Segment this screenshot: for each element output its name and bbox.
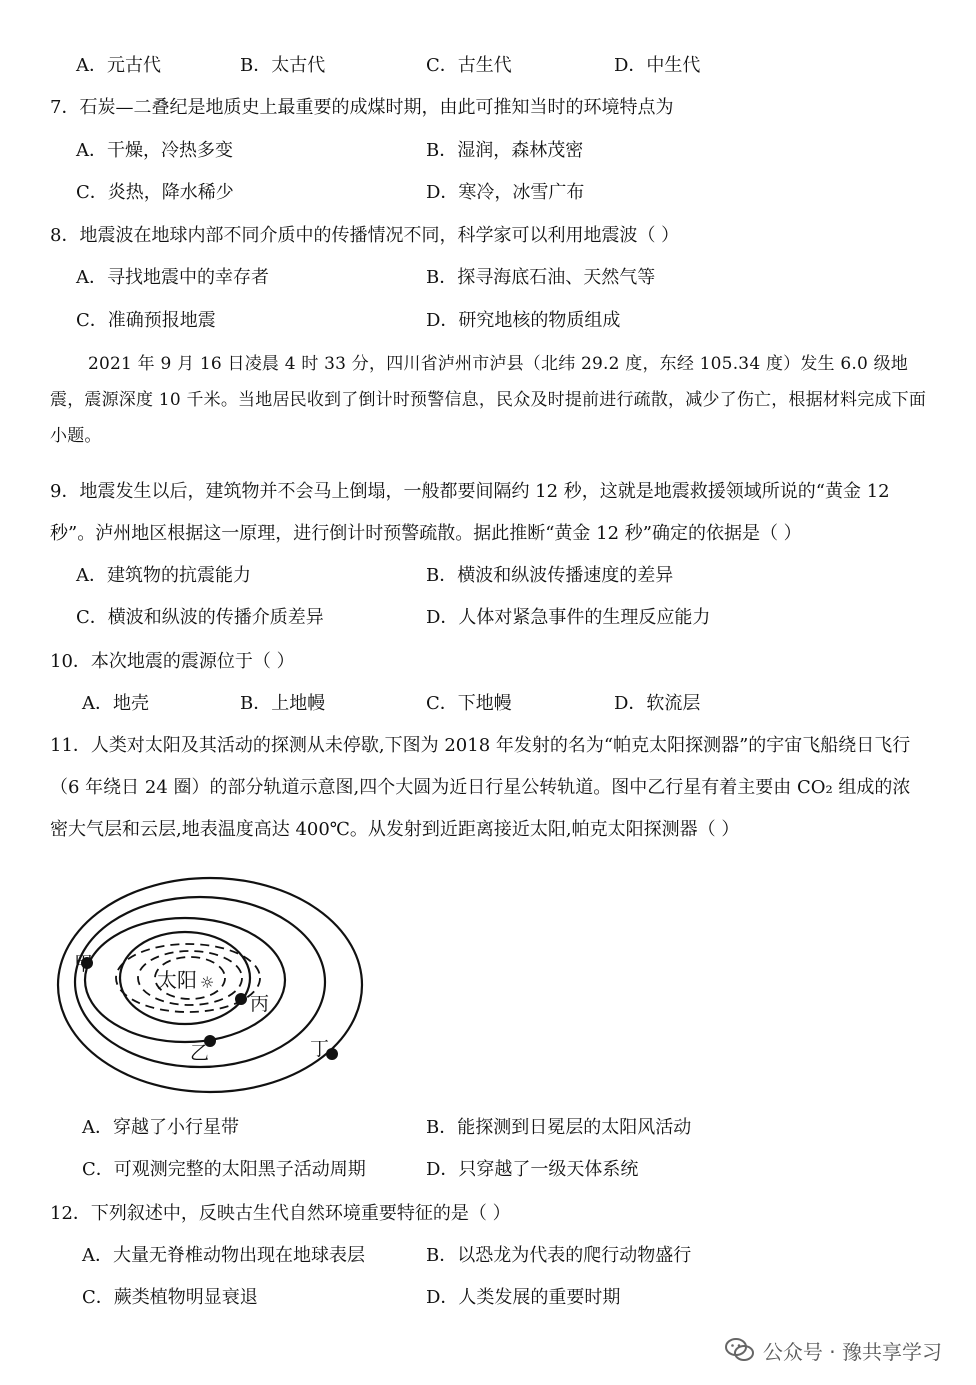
q6-option-c: C．古生代 bbox=[426, 55, 512, 76]
q12-option-c: C．蕨类植物明显衰退 bbox=[82, 1287, 258, 1308]
q12-stem: 12．下列叙述中，反映古生代自然环境重要特征的是（ ） bbox=[50, 1203, 511, 1224]
orbit-diagram bbox=[40, 860, 380, 1110]
q7-option-a: A．干燥，冷热多变 bbox=[76, 140, 233, 161]
q7-stem: 7．石炭—二叠纪是地质史上最重要的成煤时期，由此可推知当时的环境特点为 bbox=[50, 97, 674, 118]
q7-option-d: D．寒冷，冰雪广布 bbox=[426, 182, 585, 203]
q10-option-d: D．软流层 bbox=[614, 693, 701, 714]
watermark-text: 公众号 · 豫共享学习 bbox=[762, 1339, 942, 1364]
sun-icon: ☼ bbox=[200, 973, 215, 992]
q6-option-d: D．中生代 bbox=[614, 55, 701, 76]
q6-option-a: A．元古代 bbox=[76, 55, 161, 76]
q9-stem-line1: 9．地震发生以后，建筑物并不会马上倒塌，一般都要间隔约 12 秒，这就是地震救援领域所说的“黄金 12 bbox=[50, 481, 890, 502]
q11-stem-line3: 密大气层和云层,地表温度高达 400℃。从发射到近距离接近太阳,帕克太阳探测器（ ） bbox=[50, 819, 740, 840]
planet-bing-dot bbox=[235, 993, 247, 1005]
q9-stem-line2: 秒”。泸州地区根据这一原理，进行倒计时预警疏散。据此推断“黄金 12 秒”确定的依据是（ ） bbox=[50, 523, 802, 544]
q11-stem-line2: （6 年绕日 24 圈）的部分轨道示意图,四个大圆为近日行星公转轨道。图中乙行星有着主要由 CO₂ 组成的浓 bbox=[50, 777, 911, 798]
q11-option-a: A．穿越了小行星带 bbox=[82, 1117, 239, 1138]
planet-jia-label: 甲 bbox=[74, 953, 94, 975]
q9-option-a: A．建筑物的抗震能力 bbox=[76, 565, 251, 586]
q9-option-d: D．人体对紧急事件的生理反应能力 bbox=[426, 607, 711, 628]
q10-option-b: B．上地幔 bbox=[240, 693, 326, 714]
q12-option-a: A．大量无脊椎动物出现在地球表层 bbox=[82, 1245, 365, 1266]
q11-option-d: D．只穿越了一级天体系统 bbox=[426, 1159, 639, 1180]
q7-option-b: B．湿润，森林茂密 bbox=[426, 140, 584, 161]
q8-option-a: A．寻找地震中的幸存者 bbox=[76, 267, 269, 288]
q8-option-b: B．探寻海底石油、天然气等 bbox=[426, 267, 656, 288]
q8-option-d: D．研究地核的物质组成 bbox=[426, 310, 621, 331]
planet-bing-label: 丙 bbox=[250, 993, 270, 1015]
q8-option-c: C．准确预报地震 bbox=[76, 310, 216, 331]
q6-option-b: B．太古代 bbox=[240, 55, 326, 76]
q12-option-b: B．以恐龙为代表的爬行动物盛行 bbox=[426, 1245, 692, 1266]
q10-stem: 10．本次地震的震源位于（ ） bbox=[50, 651, 295, 672]
wechat-icon bbox=[725, 1337, 755, 1363]
material-paragraph: 2021 年 9 月 16 日凌晨 4 时 33 分，四川省泸州市泸县（北纬 29.2 度，东经 105.34 度）发生 6.0 级地震，震源深度 10 千米。当地居民收到了倒计时预警信息，民众及时提前进行疏散，减少了伤亡，根据材料完成下面小题。 bbox=[50, 354, 927, 446]
q10-option-a: A．地壳 bbox=[82, 693, 149, 714]
q11-option-b: B．能探测到日冕层的太阳风活动 bbox=[426, 1117, 692, 1138]
planet-ding-label: 丁 bbox=[310, 1038, 330, 1060]
q7-option-c: C．炎热，降水稀少 bbox=[76, 182, 234, 203]
planet-yi-label: 乙 bbox=[190, 1042, 210, 1064]
sun-label: 太阳 bbox=[157, 968, 197, 992]
q10-option-c: C．下地幔 bbox=[426, 693, 512, 714]
q9-option-c: C．横波和纵波的传播介质差异 bbox=[76, 607, 324, 628]
q11-option-c: C．可观测完整的太阳黑子活动周期 bbox=[82, 1159, 366, 1180]
q8-stem: 8．地震波在地球内部不同介质中的传播情况不同，科学家可以利用地震波（ ） bbox=[50, 225, 680, 246]
watermark bbox=[725, 1330, 942, 1370]
q9-option-b: B．横波和纵波传播速度的差异 bbox=[426, 565, 674, 586]
q12-option-d: D．人类发展的重要时期 bbox=[426, 1287, 621, 1308]
q11-stem-line1: 11．人类对太阳及其活动的探测从未停歇,下图为 2018 年发射的名为“帕克太阳探测器”的宇宙飞船绕日飞行 bbox=[50, 735, 911, 756]
